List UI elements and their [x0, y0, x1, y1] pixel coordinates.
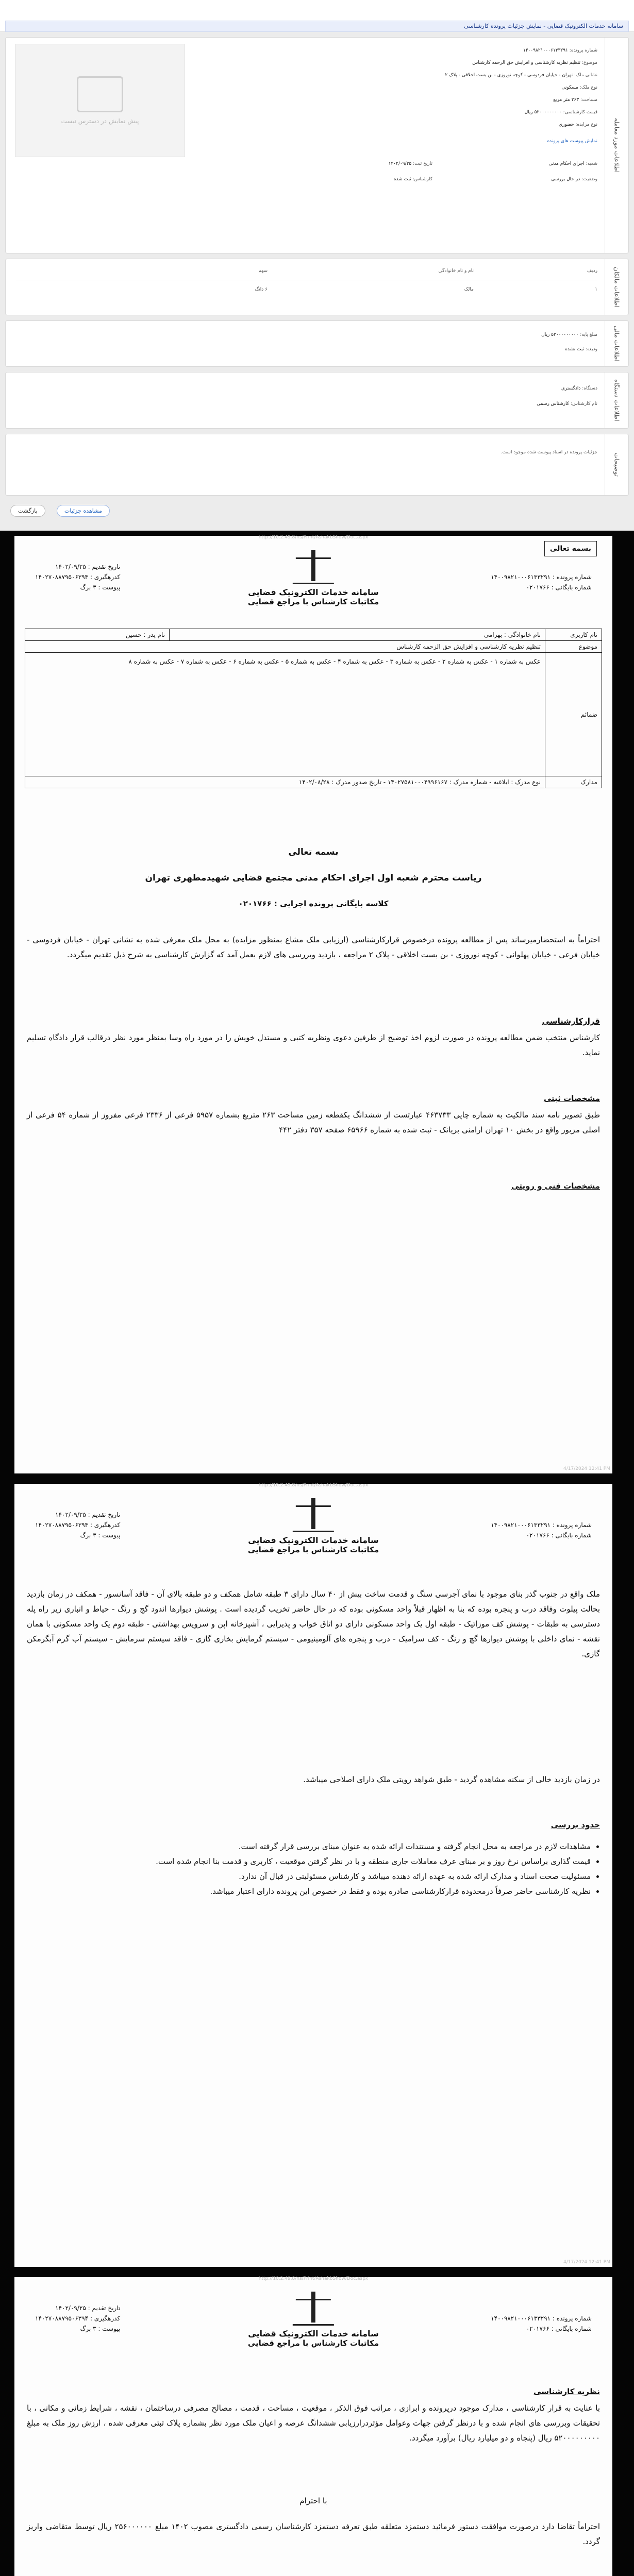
notes-side-label: توضیحات	[605, 434, 628, 495]
form-row: مدارک نوع مدرک : ابلاغیه - شماره مدرک : ۱۴۰۲۷۵۸۱۰۰۰۴۹۹۶۱۶۷ - تاریخ صدور مدرک : ۱۴۰۲/۰۸/۲۸	[25, 776, 602, 788]
letter-bism: بسمه تعالی	[288, 847, 339, 857]
device-card	[5, 372, 629, 429]
row-auction-type: نوع مزایده: حضوری	[559, 122, 597, 127]
financial-card	[5, 320, 629, 367]
list-item: • قیمت گذاری براساس نرخ روز و بر مبنای عرف معاملات جاری منطقه و با در نظر گرفتن موقعیت ، کاربری و قدمت بنا انجام شده است.	[27, 1854, 591, 1869]
doc-meta-right: شماره پرونده : ۱۴۰۰۹۸۲۱۰۰۰۶۱۳۳۲۹۱ شماره بایگانی : ۰۲۰۱۷۶۶	[491, 2315, 592, 2332]
doc-meta-left: تاریخ تقدیم : ۱۴۰۲/۰۹/۲۵ کدرهگیری : ۱۴۰۲۷۰۸۸۷۹۵۰۶۳۹۴ پیوست : ۳ برگ	[35, 1511, 121, 1539]
row-date: تاریخ ثبت: ۱۴۰۲/۰۹/۲۵	[388, 161, 432, 166]
form-row: ضمائم عکس به شماره ۱ - عکس به شماره ۲ - عکس به شماره ۳ - عکس به شماره ۴ - عکس به شماره ۵ - عکس به شماره ۶ - عکس به شماره ۷ - عکس به شماره ۸	[25, 653, 602, 776]
row-case: شماره پرونده: ۱۴۰۰۹۸۲۱۰۰۰۶۱۳۳۲۹۱	[523, 48, 597, 53]
letter-salutation: ریاست محترم شعبه اول اجرای احکام مدنی مجتمع قضایی شهیدمطهری تهران	[145, 873, 482, 883]
form-row: موضوع تنظیم نظریه کارشناسی و افزایش حق الزحمه کارشناس	[25, 641, 602, 653]
row-price: قیمت کارشناسی: ۵۲۰۰۰۰۰۰۰۰۰ ریال	[524, 110, 597, 115]
system-subtitle: مکاتبات کارشناس با مراجع قضایی	[247, 597, 379, 606]
col-header-index: ردیف	[587, 268, 597, 274]
image-icon	[77, 76, 123, 112]
judiciary-seal: سامانه خدمات الکترونیک قضایی مکاتبات کارشناس با مراجع قضایی	[248, 2292, 379, 2348]
row-expert: کارشناس: ثبت شده	[393, 177, 432, 182]
summary-side-label: اطلاعات مورد معامله	[605, 38, 628, 253]
info-ribbon: سامانه خدمات الکترونیک قضایی - نمایش جزئیات پرونده کارشناسی	[5, 21, 629, 32]
device-item: نام کارشناس: کارشناس رسمی	[537, 401, 597, 406]
intro-paragraph: احتراماً به استحضارمیرساند پس از مطالعه پرونده درخصوص قرارکارشناسی (ارزیابی ملک مشاع بمنظور مزایده) به محل ملک معرفی شده به نشانی تهران - خیابان فردوسی - خیابان فرعی - خیابان پهلوانی - کوچه نوروزی - بن بست اخلاقی - پلاک ۲ مراجعه ، بازدید وبررسی های لازم بعمل آمد که گزارش کارشناسی به شرح ذیل تقدیم میگردد.	[27, 935, 600, 959]
judiciary-seal	[248, 550, 379, 606]
doc-page-3	[14, 2277, 612, 2576]
technical-tail: در زمان بازدید خالی از سکنه مشاهده گردید - طبق شواهد رویتی ملک دارای اصلاحی میباشد.	[303, 1775, 600, 1784]
notes-text: جزئیات پرونده در اسناد پیوست شده موجود است.	[500, 450, 597, 455]
doc-page-1	[14, 536, 612, 1473]
scales-emblem-icon	[293, 1498, 334, 1532]
doc-meta-right: شماره پرونده : ۱۴۰۰۹۸۲۱۰۰۰۶۱۳۳۲۹۱ شماره بایگانی : ۰۲۰۱۷۶۶	[491, 1521, 592, 1539]
bism-box: بسمه تعالی	[544, 541, 597, 556]
doc-meta-right: شماره پرونده : ۱۴۰۰۹۸۲۱۰۰۰۶۱۳۳۲۹۱ شماره بایگانی : ۰۲۰۱۷۶۶	[491, 573, 592, 591]
row-address: نشانی ملک: تهران - خیابان فردوسی - کوچه نوروزی - بن بست اخلاقی - پلاک ۲	[445, 73, 597, 78]
section-heading-order: قرارکارشناسی	[542, 1016, 600, 1026]
form-row: نام کاربری نام خانوادگی : بهرامی نام پدر : حسین	[25, 629, 602, 641]
section-heading-limits: حدود بررسی	[550, 1820, 600, 1829]
section-heading-opinion: نظریه کارشناسی	[533, 2387, 600, 2396]
doc-meta-left: تاریخ تقدیم : ۱۴۰۲/۰۹/۲۵ کدرهگیری : ۱۴۰۲۷۰۸۸۷۹۵۰۶۳۹۴ پیوست : ۳ برگ	[35, 2304, 121, 2332]
page-header	[0, 0, 634, 32]
regards: با احترام	[299, 2496, 327, 2505]
doc-url: http://10.2.49.8/ns/Print/AshakbShow/Doc.aspx	[258, 1483, 369, 1488]
print-time: 4/17/2024 12:41 PM	[563, 1466, 610, 1471]
list-item: • مشاهدات لازم در مراجعه به محل انجام گرفته و مستندات ارائه شده به عنوان مبنای بررسی قرار گرفته است.	[27, 1839, 591, 1854]
doc-meta-left: تاریخ تقدیم : ۱۴۰۲/۰۹/۲۵ کدرهگیری : ۱۴۰۲۷۰۸۸۷۹۵۰۶۳۹۴ پیوست : ۳ برگ	[35, 563, 121, 591]
row-branch: شعبه: اجرای احکام مدنی	[548, 161, 597, 166]
parties-side-label: اطلاعات مالکان	[605, 259, 628, 315]
summary-card	[5, 37, 629, 253]
fin-item: مبلغ پایه: ۵۲۰۰۰۰۰۰۰۰۰ ریال	[541, 332, 597, 337]
doc-url: http://10.2.49.8/ns/Print/AshakbShow/Doc.aspx	[258, 2276, 369, 2281]
table-cell: ۶ دانگ	[255, 287, 268, 292]
list-item: • مسئولیت صحت اسناد و مدارک ارائه شده به عهده ارائه دهنده میباشد و کارشناس مسئولیتی در قبال آن ندارد.	[27, 1869, 591, 1884]
scales-emblem-icon	[293, 2292, 334, 2326]
table-row: ۱	[595, 287, 597, 292]
archive-line: کلاسه بایگانی پرونده اجرایی : ۰۲۰۱۷۶۶	[238, 899, 389, 908]
limits-list	[27, 1839, 600, 1899]
opinion-paragraph: با عنایت به قرار کارشناسی ، مدارک موجود درپرونده و ابرازی ، مراتب فوق الذکر ، موقعیت ، مساحت ، قدمت ، مصالح مصرفی درساختمان ، نقشه ، شرایط زمانی و مکانی ، با تحقیقات وبررسی های انجام شده و با درنظر گرفتن جهات وعوامل مؤثردرارزیابی ششدانگ عرصه و اعیان ملک مورد نظر بشماره پلاک ثبتی معرفی شده ، ارزش روز ملک به مبلغ ۵۲۰۰۰۰۰۰۰۰۰ ریال (پنجاه و دو میلیارد ریال) برآورد میگردد.	[27, 2403, 600, 2443]
doc-page-2	[14, 1484, 612, 2267]
print-time: 4/17/2024 12:41 PM	[563, 2260, 610, 2265]
row-type: نوع ملک: مسکونی	[561, 85, 597, 90]
order-paragraph: کارشناس منتخب ضمن مطالعه پرونده در صورت لزوم اخذ توضیح از طرفین دعوی ونظریه کتبی و مستدل خویش را در مورد راه وسا بمنظر مورد نظر درقالب قرار دادگاه تسلیم نماید.	[27, 1033, 600, 1057]
col-header-share: سهم	[258, 268, 268, 274]
judiciary-seal: سامانه خدمات الکترونیک قضایی مکاتبات کارشناس با مراجع قضایی	[248, 1498, 379, 1554]
device-side-label: اطلاعات دستگاه	[605, 372, 628, 428]
section-heading-registration: مشخصات ثبتی	[543, 1094, 600, 1103]
table-cell: مالک	[464, 287, 474, 292]
doc-form-table	[25, 629, 602, 788]
section-heading-technical: مشخصات فنی و رویتی	[511, 1181, 600, 1191]
financial-side-label: اطلاعات مالی	[605, 321, 628, 366]
col-header-name: نام و نام خانوادگی	[438, 268, 474, 274]
fee-paragraph: احتراماً تقاضا دارد درصورت موافقت دستور فرمائید دستمزد متعلقه طبق تعرفه دستمزد کارشناسان رسمی دادگستری مصوب ۱۴۰۲ مبلغ ۲۵۶۰۰۰۰۰۰ ریال توسط متقاضی واریز گردد.	[27, 2522, 600, 2546]
attachments-link[interactable]: نمایش پیوست های پرونده	[547, 139, 597, 144]
system-title: سامانه خدمات الکترونیک قضایی	[248, 587, 379, 597]
property-image-placeholder	[15, 44, 185, 157]
placeholder-text: پیش نمایش در دسترس نیست	[61, 117, 139, 125]
fin-item: ودیعه: ثبت نشده	[565, 347, 597, 352]
scales-emblem-icon	[293, 550, 334, 584]
doc-url: http://10.2.49.8/ns/Print/AshakbShow/Doc.aspx	[258, 535, 369, 540]
row-subject: موضوع: تنظیم نظریه کارشناسی و افزایش حق الزحمه کارشناس	[472, 60, 597, 65]
back-button[interactable]: بازگشت	[10, 505, 45, 517]
notes-card	[5, 434, 629, 496]
details-button[interactable]: مشاهده جزئیات	[57, 505, 110, 517]
row-status: وضعیت: در حال بررسی	[551, 177, 597, 182]
technical-paragraph: ملک واقع در جنوب گذر بنای موجود با نمای آجرسی سنگ و قدمت ساخت بیش از ۴۰ سال دارای ۳ طبقه شامل همکف و دو طبقه بالای آن - فاقد آسانسور - همکف در زمان بازدید بحالت پیلوت وفاقد درب و پنجره بوده که بنا به اظهار قبلاً واحد مسکونی بوده که در حال حاضر تخریب گردیده است . پوشش دیوارها اندود گچ و رنگ - حیاط و انباری زیر راه پله دسترسی به طبقات - پوشش کف موزائیک - طبقه اول یک واحد مسکونی دارای دو اتاق خواب و پذیرایی ، آشپزخانه اپن و سرویس بهداشتی - طبقه دوم یک واحد مسکونی با همان نقشه - نمای داخلی با پوشش دیوارها گچ و رنگ - کف سرامیک - درب و پنجره های آلومینیومی - سیستم گرمایش بخاری گازی - فاقد سیستم سرمایش - سیستم آب گرم آبگرمکن گازی.	[27, 1589, 600, 1658]
parties-card	[5, 259, 629, 315]
row-area: مساحت: ۲۶۳ متر مربع	[553, 97, 597, 103]
list-item: • نظریه کارشناسی حاضر صرفاً درمحدوده قرارکارشناسی صادره بوده و فقط در خصوص این پرونده دارای اعتبار میباشد.	[27, 1884, 591, 1899]
device-item: دستگاه: دادگستری	[561, 386, 597, 391]
registration-paragraph: طبق تصویر نامه سند مالکیت به شماره چاپی ۴۶۳۷۳۳ عبارتست از ششدانگ یکقطعه زمین مساحت ۲۶۳ متربع بشماره ۵۹۵۷ فرعی از ۲۳۳۶ فرعی مفروز از شماره ۵۴ فرعی از اصلی مزبور واقع در بخش ۱۰ تهران ارامنی بریانک - ثبت شده به شماره ۶۵۹۶۶ صفحه ۳۵۷ دفتر ۴۴۲	[27, 1110, 600, 1134]
